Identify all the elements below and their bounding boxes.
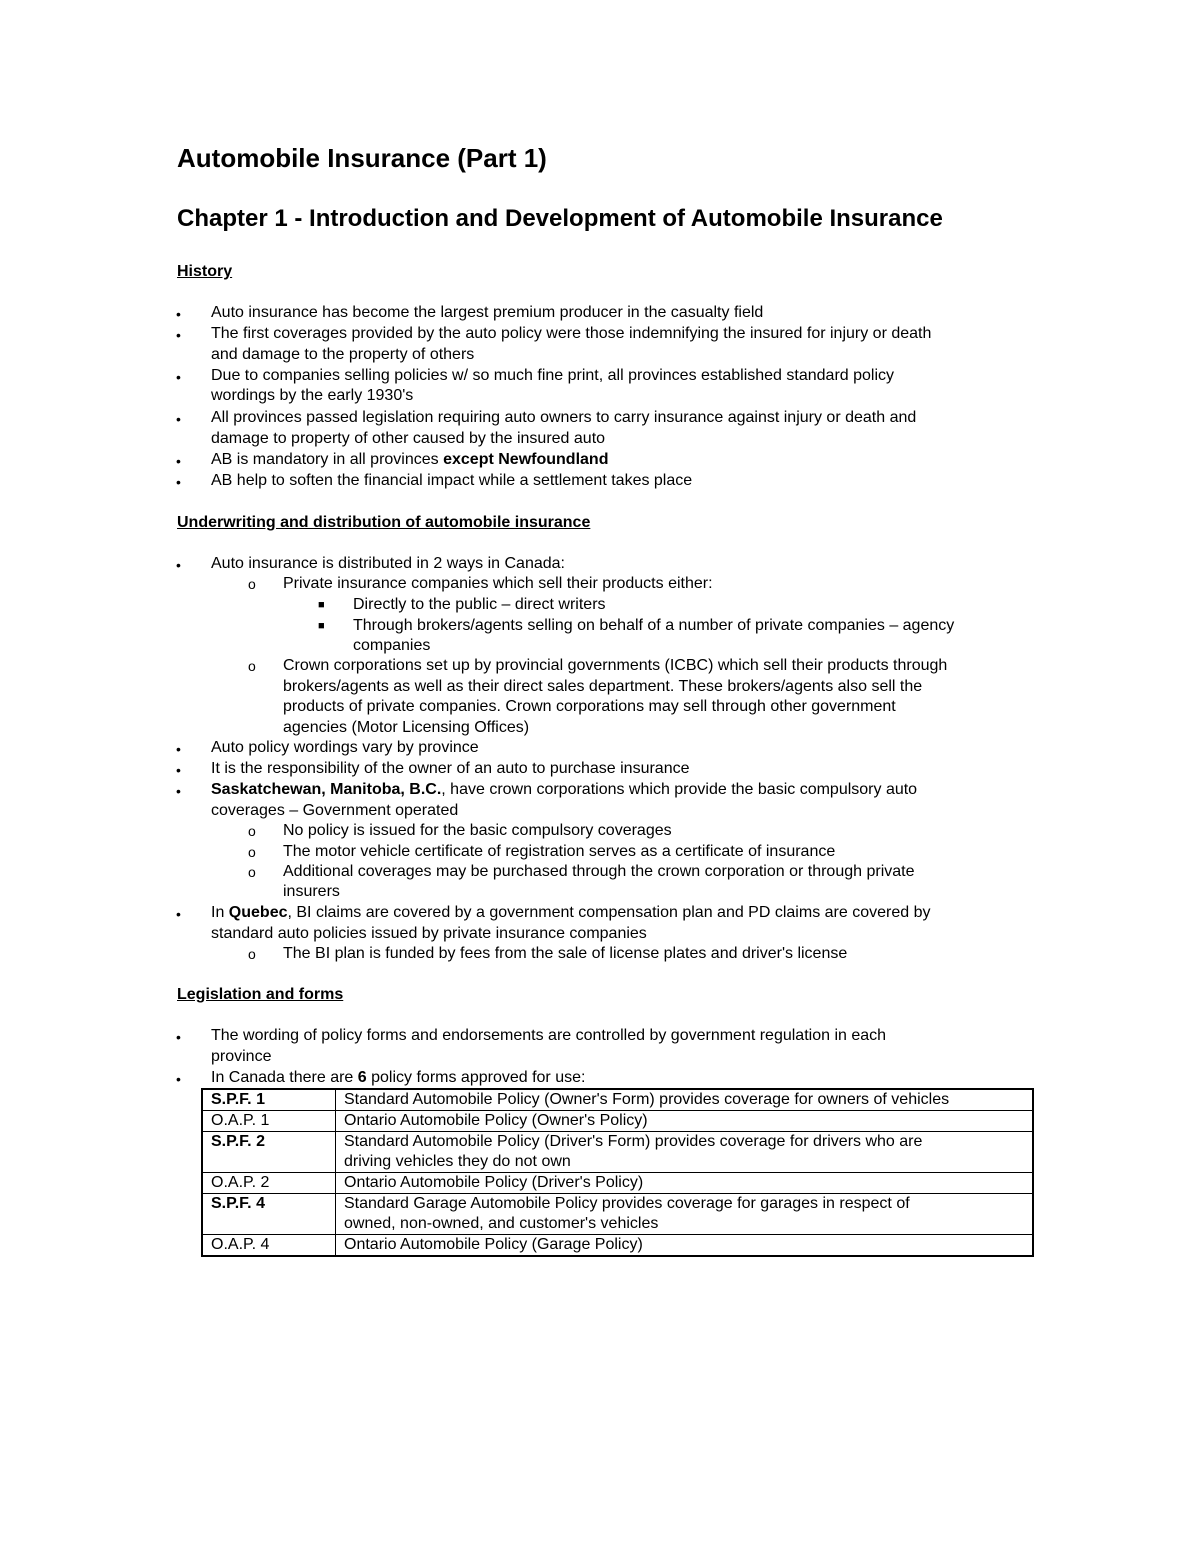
document-title: Automobile Insurance (Part 1) — [177, 143, 547, 173]
legislation-line: province — [211, 1048, 272, 1065]
form-description-cell — [336, 1132, 1034, 1173]
bullet-marker: • — [176, 557, 181, 573]
underwriting-line: agencies (Motor Licensing Offices) — [283, 719, 530, 736]
table-row — [202, 1235, 1033, 1257]
history-line: wordings by the early 1930's — [211, 387, 414, 404]
underwriting-line: Directly to the public – direct writers — [353, 596, 606, 613]
underwriting-line: Additional coverages may be purchased through the crown corporation or through private — [283, 863, 915, 880]
history-line: and damage to the property of others — [211, 346, 475, 363]
underwriting-heading: Underwriting and distribution of automobile insurance — [177, 514, 591, 531]
underwriting-text: , BI claims are covered by a government compensation plan and PD claims are covered by — [287, 904, 931, 921]
underwriting-line — [211, 903, 930, 923]
form-code-cell: O.A.P. 1 — [202, 1111, 336, 1132]
underwriting-line: It is the responsibility of the owner of an auto to purchase insurance — [211, 760, 690, 777]
sub-bullet-marker: o — [248, 844, 256, 860]
history-line: Due to companies selling policies w/ so much fine print, all provinces established standard policy — [211, 367, 895, 384]
legislation-text: In Canada there are — [211, 1069, 358, 1086]
form-code-cell: S.P.F. 1 — [202, 1089, 336, 1111]
underwriting-line: The BI plan is funded by fees from the sale of license plates and driver's license — [283, 945, 848, 962]
form-description-cell — [336, 1194, 1034, 1235]
sub-bullet-marker: o — [248, 823, 256, 839]
legislation-line: The wording of policy forms and endorsements are controlled by government regulation in each — [211, 1027, 887, 1044]
bullet-marker: • — [176, 306, 181, 322]
history-emphasis: except Newfoundland — [443, 451, 609, 468]
table-row — [202, 1089, 1033, 1111]
table-row — [202, 1194, 1033, 1235]
bullet-marker: • — [176, 1071, 181, 1087]
form-code-cell: S.P.F. 2 — [202, 1132, 336, 1173]
underwriting-text: In — [211, 904, 229, 921]
bullet-marker: • — [176, 411, 181, 427]
history-line — [211, 450, 608, 470]
sub-bullet-marker: o — [248, 576, 256, 592]
underwriting-emphasis: Saskatchewan, Manitoba, B.C. — [211, 781, 442, 798]
description-line: owned, non-owned, and customer's vehicles — [344, 1215, 659, 1232]
underwriting-line — [211, 780, 917, 800]
form-description-cell: Standard Automobile Policy (Owner's Form) provides coverage for owners of vehicles — [336, 1089, 1034, 1111]
form-description-cell: Ontario Automobile Policy (Owner's Policy) — [336, 1111, 1034, 1132]
history-line: AB help to soften the financial impact while a settlement takes place — [211, 472, 693, 489]
bullet-marker: • — [176, 762, 181, 778]
form-code-cell: S.P.F. 4 — [202, 1194, 336, 1235]
legislation-line — [211, 1068, 585, 1088]
underwriting-line: Through brokers/agents selling on behalf of a number of private companies – agency — [353, 617, 955, 634]
table-row — [202, 1173, 1033, 1194]
history-line: The first coverages provided by the auto policy were those indemnifying the insured for injury or death — [211, 325, 932, 342]
table-row — [202, 1111, 1033, 1132]
underwriting-line: No policy is issued for the basic compulsory coverages — [283, 822, 672, 839]
bullet-marker: • — [176, 369, 181, 385]
bullet-marker: • — [176, 474, 181, 490]
legislation-text: policy forms approved for use: — [366, 1069, 586, 1086]
bullet-marker: • — [176, 327, 181, 343]
underwriting-line: Auto policy wordings vary by province — [211, 739, 479, 756]
sub-bullet-marker: o — [248, 864, 256, 880]
underwriting-text: , have crown corporations which provide the basic compulsory auto — [441, 781, 918, 798]
bullet-marker: • — [176, 1029, 181, 1045]
policy-forms-table — [201, 1088, 1034, 1257]
legislation-heading: Legislation and forms — [177, 986, 344, 1003]
history-line: All provinces passed legislation requiring auto owners to carry insurance against injury or death and — [211, 409, 917, 426]
form-code-cell: O.A.P. 4 — [202, 1235, 336, 1257]
square-bullet-marker: ■ — [318, 599, 325, 611]
bullet-marker: • — [176, 741, 181, 757]
history-heading: History — [177, 263, 233, 280]
bullet-marker: • — [176, 906, 181, 922]
legislation-emphasis: 6 — [357, 1069, 367, 1086]
description-line: driving vehicles they do not own — [344, 1153, 571, 1170]
table-row — [202, 1132, 1033, 1173]
chapter-heading: Chapter 1 - Introduction and Development of Automobile Insurance — [177, 205, 943, 232]
form-description-cell: Ontario Automobile Policy (Garage Policy) — [336, 1235, 1034, 1257]
history-text: AB is mandatory in all provinces — [211, 451, 444, 468]
history-line: Auto insurance has become the largest premium producer in the casualty field — [211, 304, 764, 321]
underwriting-line: brokers/agents as well as their direct sales department. These brokers/agents also sell the — [283, 678, 923, 695]
form-code-cell: O.A.P. 2 — [202, 1173, 336, 1194]
underwriting-emphasis: Quebec — [228, 904, 288, 921]
square-bullet-marker: ■ — [318, 620, 325, 632]
form-description-cell: Ontario Automobile Policy (Driver's Policy) — [336, 1173, 1034, 1194]
underwriting-line: Crown corporations set up by provincial governments (ICBC) which sell their products through — [283, 657, 948, 674]
bullet-marker: • — [176, 453, 181, 469]
description-line: Standard Garage Automobile Policy provides coverage for garages in respect of — [344, 1195, 910, 1212]
underwriting-line: products of private companies. Crown corporations may sell through other government — [283, 698, 896, 715]
underwriting-line: companies — [353, 637, 431, 654]
underwriting-line: The motor vehicle certificate of registration serves as a certificate of insurance — [283, 843, 836, 860]
sub-bullet-marker: o — [248, 658, 256, 674]
underwriting-line: Auto insurance is distributed in 2 ways in Canada: — [211, 555, 565, 572]
history-line: damage to property of other caused by the insured auto — [211, 430, 606, 447]
underwriting-line: Private insurance companies which sell their products either: — [283, 575, 713, 592]
sub-bullet-marker: o — [248, 946, 256, 962]
underwriting-line: coverages – Government operated — [211, 802, 459, 819]
underwriting-line: insurers — [283, 883, 340, 900]
description-line: Standard Automobile Policy (Driver's Form) provides coverage for drivers who are — [344, 1133, 923, 1150]
bullet-marker: • — [176, 783, 181, 799]
underwriting-line: standard auto policies issued by private insurance companies — [211, 925, 647, 942]
